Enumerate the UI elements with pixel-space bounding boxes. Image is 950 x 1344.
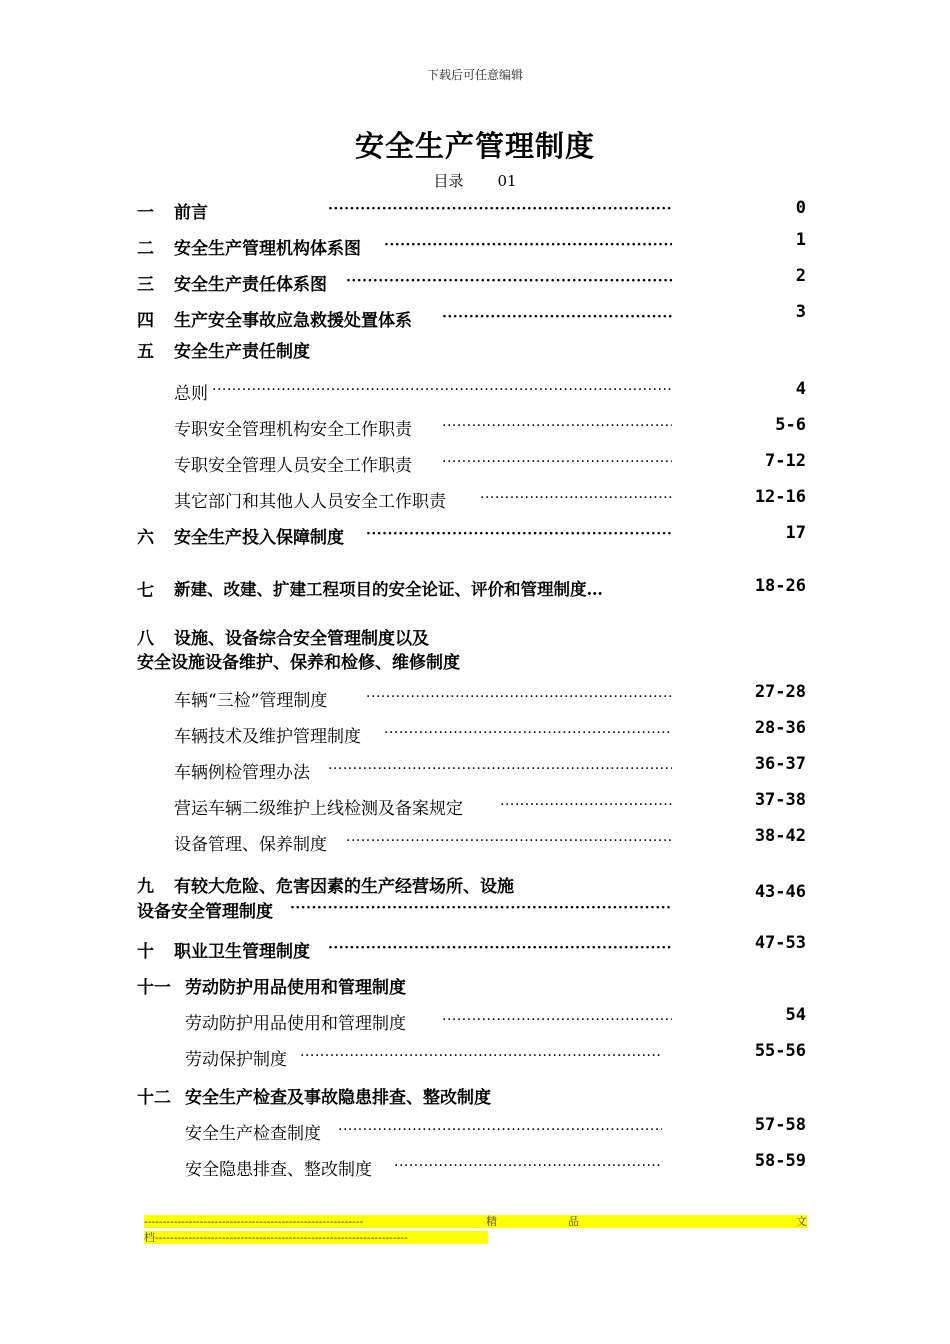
toc-entry-8 bbox=[0, 624, 950, 650]
toc-entry-page: 18-26 bbox=[754, 576, 806, 596]
toc-entry-7 bbox=[0, 576, 950, 602]
toc-entry-4 bbox=[0, 302, 950, 332]
toc-entry-number: 六 bbox=[137, 528, 154, 548]
toc-leader-dots bbox=[442, 451, 672, 473]
toc-entry-title: 安全生产管理机构体系图 bbox=[174, 239, 361, 259]
toc-entry-title: 营运车辆二级维护上线检测及备案规定 bbox=[174, 799, 463, 819]
toc-entry-3 bbox=[0, 266, 950, 296]
footer-char-pin: 品 bbox=[568, 1215, 579, 1228]
toc-leader-dots bbox=[338, 1119, 662, 1141]
toc-leader-dots bbox=[442, 415, 672, 437]
toc-leader-dots bbox=[346, 830, 672, 852]
toc-entry-10 bbox=[0, 933, 950, 963]
toc-entry-page: 43-46 bbox=[754, 882, 806, 902]
toc-leader-dots bbox=[366, 686, 672, 708]
toc-entry-title: 总则 bbox=[174, 384, 208, 404]
toc-leader-dots bbox=[328, 198, 672, 220]
header-note: 下载后可任意编辑 bbox=[426, 68, 523, 82]
toc-entry-11 bbox=[0, 973, 950, 999]
toc-subentry bbox=[0, 1041, 950, 1071]
toc-subentry bbox=[0, 379, 950, 405]
footer-highlight-line-2 bbox=[144, 1231, 488, 1244]
toc-entry-page: 5-6 bbox=[775, 415, 806, 435]
toc-entry-page: 54 bbox=[785, 1005, 806, 1025]
toc-entry-title: 生产安全事故应急救援处置体系 bbox=[174, 311, 412, 331]
toc-subentry bbox=[0, 487, 950, 513]
toc-leader-dots bbox=[394, 1155, 662, 1177]
toc-entry-8-continued bbox=[0, 648, 950, 674]
toc-subentry bbox=[0, 826, 950, 856]
toc-heading-number: 01 bbox=[497, 172, 517, 190]
toc-entry-number: 十二 bbox=[137, 1088, 171, 1108]
toc-entry-number: 九 bbox=[137, 877, 154, 897]
toc-entry-title: 劳动防护用品使用和管理制度 bbox=[185, 1014, 406, 1034]
toc-entry-number: 五 bbox=[137, 342, 154, 362]
footer-highlight-line-1 bbox=[144, 1215, 807, 1228]
page-title: 安全生产管理制度 bbox=[354, 129, 595, 163]
toc-subentry bbox=[0, 1151, 950, 1181]
toc-entry-number: 十 bbox=[137, 942, 154, 962]
toc-entry-page: 12-16 bbox=[754, 487, 806, 507]
toc-entry-12 bbox=[0, 1083, 950, 1109]
toc-entry-number: 七 bbox=[137, 581, 154, 601]
toc-entry-title: 设备安全管理制度 bbox=[137, 902, 273, 922]
toc-subentry bbox=[0, 682, 950, 712]
toc-entry-title: 车辆例检管理办法 bbox=[174, 763, 310, 783]
toc-entry-page: 27-28 bbox=[754, 682, 806, 702]
toc-heading-label: 目录 bbox=[433, 172, 464, 190]
toc-entry-page: 28-36 bbox=[754, 718, 806, 738]
toc-entry-title: 设备管理、保养制度 bbox=[174, 835, 327, 855]
toc-entry-9-continued bbox=[0, 897, 950, 923]
toc-leader-dots bbox=[480, 487, 672, 509]
toc-subentry bbox=[0, 718, 950, 748]
footer-dashes: ----------------------------------------------------------- bbox=[144, 1215, 364, 1228]
toc-entry-number: 八 bbox=[137, 629, 154, 649]
toc-leader-dots bbox=[328, 937, 672, 959]
toc-entry-page: 2 bbox=[795, 266, 806, 286]
toc-entry-number: 十一 bbox=[137, 978, 171, 998]
toc-leader-dots bbox=[500, 794, 672, 816]
toc-entry-page: 38-42 bbox=[754, 826, 806, 846]
toc-entry-title: 安全设施设备维护、保养和检修、维修制度 bbox=[137, 653, 460, 673]
toc-subentry bbox=[0, 754, 950, 784]
toc-entry-number: 一 bbox=[137, 203, 154, 223]
toc-heading bbox=[0, 170, 950, 191]
toc-entry-9 bbox=[0, 872, 950, 902]
toc-entry-title: 劳动保护制度 bbox=[185, 1050, 287, 1070]
toc-leader-dots bbox=[212, 379, 672, 401]
toc-leader-dots bbox=[384, 234, 672, 256]
toc-subentry bbox=[0, 1115, 950, 1145]
toc-leader-dots bbox=[328, 758, 672, 780]
toc-entry-page: 3 bbox=[795, 302, 806, 322]
footer-char-wen: 文 bbox=[796, 1215, 807, 1228]
toc-entry-1 bbox=[0, 198, 950, 224]
toc-entry-2 bbox=[0, 230, 950, 260]
toc-entry-title: 职业卫生管理制度 bbox=[174, 942, 310, 962]
toc-entry-title: 安全生产责任制度 bbox=[174, 342, 310, 362]
toc-leader-dots bbox=[442, 1009, 672, 1031]
toc-entry-title: 车辆“三检”管理制度 bbox=[174, 691, 328, 711]
toc-subentry bbox=[0, 415, 950, 441]
toc-entry-title: 车辆技术及维护管理制度 bbox=[174, 727, 361, 747]
toc-entry-page: 55-56 bbox=[754, 1041, 806, 1061]
toc-entry-page: 58-59 bbox=[754, 1151, 806, 1171]
toc-entry-title: 前言 bbox=[174, 203, 208, 223]
toc-entry-page: 0 bbox=[795, 198, 806, 218]
toc-entry-5 bbox=[0, 337, 950, 363]
toc-entry-page: 47-53 bbox=[754, 933, 806, 953]
toc-entry-title: 专职安全管理机构安全工作职责 bbox=[174, 420, 412, 440]
toc-entry-page: 17 bbox=[785, 523, 806, 543]
toc-leader-dots bbox=[346, 270, 672, 292]
toc-entry-page: 7-12 bbox=[765, 451, 806, 471]
footer-char-dang: 档 bbox=[144, 1231, 155, 1244]
toc-entry-title: 专职安全管理人员安全工作职责 bbox=[174, 456, 412, 476]
toc-entry-title: 安全隐患排查、整改制度 bbox=[185, 1160, 372, 1180]
toc-entry-title: 安全生产责任体系图 bbox=[174, 275, 327, 295]
toc-entry-title: 其它部门和其他人人员安全工作职责 bbox=[174, 492, 446, 512]
footer-char-jing: 精 bbox=[486, 1215, 497, 1228]
toc-entry-title: 安全生产投入保障制度 bbox=[174, 528, 344, 548]
toc-entry-title: 有较大危险、危害因素的生产经营场所、设施 bbox=[174, 877, 514, 897]
toc-entry-page: 4 bbox=[795, 379, 806, 399]
toc-entry-title: 安全生产检查制度 bbox=[185, 1124, 321, 1144]
toc-entry-page: 57-58 bbox=[754, 1115, 806, 1135]
toc-entry-page: 36-37 bbox=[754, 754, 806, 774]
toc-leader-dots bbox=[366, 523, 672, 545]
toc-entry-page: 1 bbox=[795, 230, 806, 250]
toc-subentry bbox=[0, 451, 950, 477]
toc-entry-number: 三 bbox=[137, 275, 154, 295]
toc-entry-number: 二 bbox=[137, 239, 154, 259]
toc-entry-page: 37-38 bbox=[754, 790, 806, 810]
footer-dashes: -------------------------------------------------------------------- bbox=[155, 1231, 408, 1244]
toc-leader-dots bbox=[290, 897, 672, 919]
toc-entry-6 bbox=[0, 523, 950, 549]
toc-subentry bbox=[0, 790, 950, 820]
toc-leader-dots bbox=[300, 1045, 662, 1067]
toc-entry-title: 新建、改建、扩建工程项目的安全论证、评价和管理制度… bbox=[174, 580, 603, 599]
toc-entry-title: 劳动防护用品使用和管理制度 bbox=[185, 978, 406, 998]
toc-leader-dots bbox=[442, 306, 672, 328]
toc-entry-title: 安全生产检查及事故隐患排查、整改制度 bbox=[185, 1088, 491, 1108]
toc-entry-number: 四 bbox=[137, 311, 154, 331]
toc-leader-dots bbox=[384, 722, 672, 744]
toc-subentry bbox=[0, 1005, 950, 1035]
toc-entry-title: 设施、设备综合安全管理制度以及 bbox=[174, 629, 429, 649]
